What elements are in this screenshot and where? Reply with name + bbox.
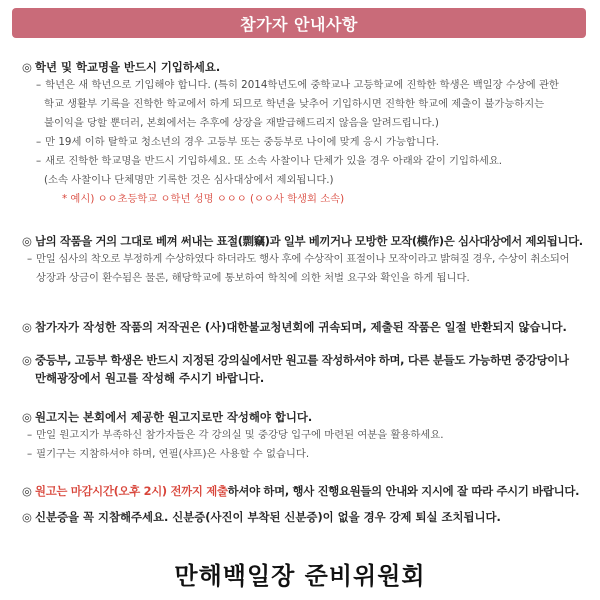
section-title: 학년 및 학교명을 반드시 기입하세요. [35,60,221,74]
section-heading [22,482,590,500]
list-item-continuation [22,171,590,190]
dash-icon: – [27,253,32,265]
dash-icon: – [36,136,42,148]
example-text: * 예시) ㅇㅇ초등학교 ㅇ학년 성명 ㅇㅇㅇ (ㅇㅇ사 학생회 소속) [62,193,345,205]
section-title: 하셔야 하며, 행사 진행요원들의 안내와 지시에 잘 따라 주시기 바랍니다. [227,484,580,498]
item-text: 불이익을 당할 뿐더러, 본회에서는 추후에 상장을 재발급해드리지 않음을 알려드립니다.) [44,117,439,129]
deadline-highlight: 원고는 마감시간(오후 2시) 전까지 제출 [35,484,228,498]
list-item [22,445,590,464]
section-heading [22,232,590,250]
section-heading [22,58,590,76]
section-title: 참가자가 작성한 작품의 저작권은 (사)대한불교청년회에 귀속되며, 제출된 작품은 일절 반환되지 않습니다. [35,320,567,334]
bullet-icon: ◎ [22,320,32,334]
item-text: 상장과 상금이 환수됨은 물론, 해당학교에 통보하여 학칙에 의한 처벌 요구와 확인을 하게 됩니다. [36,272,470,284]
dash-icon: – [36,155,42,167]
notice-section-manuscript [22,408,590,464]
dash-icon: – [27,448,33,460]
section-heading [22,351,590,369]
item-text: 필기구는 지참하셔야 하며, 연필(샤프)은 사용할 수 없습니다. [36,448,310,460]
bullet-icon: ◎ [22,353,32,367]
section-title: 남의 작품을 거의 그대로 베껴 써내는 표절(剽竊)과 일부 베끼거나 모방한 모작(模作)은 심사대상에서 제외됩니다. [35,234,583,248]
notice-section-school-info [22,58,590,209]
notice-section-deadline [22,482,590,500]
item-text: 만일 심사의 착오로 부정하게 수상하였다 하더라도 행사 후에 수상작이 표절이나 모작이라고 밝혀질 경우, 수상이 취소되어 [35,253,570,265]
list-item [22,152,590,171]
committee-name: 만해백일장 준비위원회 [174,562,426,590]
section-heading [22,318,590,336]
page-title: 참가자 안내사항 [240,14,358,34]
dash-icon: – [36,79,42,91]
bullet-icon: ◎ [22,484,32,498]
section-title: 신분증을 꼭 지참해주세요. 신분증(사진이 부착된 신분증)이 없을 경우 강제 퇴실 조치됩니다. [35,510,501,524]
item-text: 학교 생활부 기록을 진학한 학교에서 하게 되므로 학년을 낮추어 기입하시면 진학한 학교에 제출이 불가능하지는 [44,98,545,110]
section-heading-continuation [22,369,590,387]
header-bar [12,8,586,38]
section-title: 원고지는 본회에서 제공한 원고지로만 작성해야 합니다. [35,410,313,424]
section-heading [22,508,590,526]
bullet-icon: ◎ [22,510,32,524]
section-heading [22,408,590,426]
item-text: 만일 원고지가 부족하신 참가자들은 각 강의실 및 중강당 입구에 마련된 여분을 활용하세요. [36,429,444,441]
list-item [22,76,590,95]
bullet-icon: ◎ [22,234,32,248]
item-text: 새로 진학한 학교명을 반드시 기입하세요. 또 소속 사찰이나 단체가 있을 경우 아래와 같이 기입하세요. [45,155,503,167]
item-text: (소속 사찰이나 단체명만 기록한 것은 심사대상에서 제외됩니다.) [44,174,334,186]
notice-section-copyright [22,318,590,336]
section-title-continuation: 만해광장에서 원고를 작성해 주시기 바랍니다. [35,371,265,385]
list-item-continuation [22,269,590,288]
notice-section-id-card [22,508,590,526]
dash-icon: – [27,429,33,441]
item-text: 만 19세 이하 탈학교 청소년의 경우 고등부 또는 중등부로 나이에 맞게 응시 가능합니다. [45,136,439,148]
list-item-continuation [22,114,590,133]
section-title: 중등부, 고등부 학생은 반드시 지정된 강의실에서만 원고를 작성하셔야 하며, 다른 분들도 가능하면 중강당이나 [35,353,569,367]
item-text: 학년은 새 학년으로 기입해야 합니다. (특히 2014학년도에 중학교나 고등학교에 진학한 학생은 백일장 수상에 관한 [45,79,559,91]
bullet-icon: ◎ [22,60,32,74]
list-item [22,250,590,269]
notice-section-plagiarism [22,232,590,288]
list-item [22,426,590,445]
list-item [22,133,590,152]
notice-section-writing-location [22,351,590,387]
list-item-continuation [22,95,590,114]
bullet-icon: ◎ [22,410,32,424]
